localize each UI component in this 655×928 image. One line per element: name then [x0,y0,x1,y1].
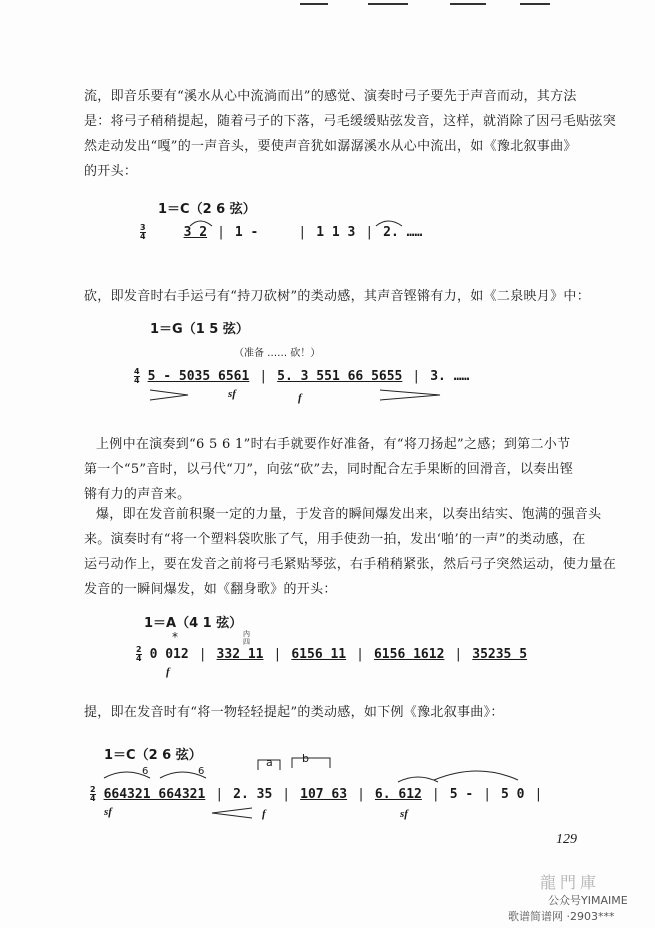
measure: 2. …… [383,225,423,240]
dynamic-sf: sf [228,388,236,400]
paragraph-flow [84,84,617,184]
key-signature: 1＝C（2 6 弦） [104,748,202,763]
text-line: 提，即在发音时有“将一物轻轻提起”的类动感，如下例《豫北叙事曲》： [84,705,504,720]
measure: 5 - [449,787,474,802]
slur-marks [180,214,420,228]
measure: 6156 11 [291,647,347,662]
dynamic-sf: sf [400,808,408,820]
inner-string-mark: 内四 [243,630,250,646]
text-line: 然走动发出“嘎”的一声音头，要使声音犹如潺潺溪水从心中流出，如《豫北叙事曲》 [84,139,577,154]
dynamics-hairpins [148,388,488,402]
time-signature: $\frac{2}{4}$ [136,645,142,663]
crescendo-hairpin [208,806,268,820]
dynamic-f: f [262,808,266,820]
page-number: 129 [556,832,577,847]
time-signature: $\frac{2}{4}$ [90,785,96,803]
text-line: 砍，即发音时右手运弓有“持刀砍树”的类动感，其声音铿锵有力，如《二泉映月》中： [84,289,590,304]
measure: 1 1 3 [316,225,356,240]
notation-line-ex4: $\frac{2}{4}$ 664321 664321 | 2. 35 | 107 63 | 6. 612 | 5 - | 5 0 | [90,785,543,803]
watermark-logo: 龍門庫 [540,873,601,892]
text-line: 的开头： [84,164,138,179]
dynamic-sf: sf [104,806,112,818]
measure: 5. 3 551 66 5655 [277,369,403,384]
paragraph-chop-explain [84,432,579,507]
time-signature: $\frac{3}{4}$ [140,223,146,241]
measure: 664321 664321 [103,787,206,802]
paragraph-lift [84,700,579,725]
measure: 3 2 [183,225,208,240]
paragraph-chop [84,284,590,309]
measure: 0 012 [149,647,189,662]
watermark-account: 公众号YIMAIME [548,894,628,907]
dynamic-f: f [298,392,302,404]
slur-and-bracket-marks [98,756,538,790]
text-line: 来。演奏时有“将一个塑料袋吹胀了气，用手使劲一拍，发出‘啪’的一声”的类动感，在 [84,532,586,547]
measure: 5 0 [501,787,525,802]
measure: 5 - 5035 6561 [147,369,250,384]
text-line: 锵有力的声音来。 [84,487,191,502]
measure: 6156 1612 [373,647,445,662]
notation-line-ex3: $\frac{2}{4}$ 0 012 | 332 11 | 6156 11 | 6156 1612 | 35235 5 [136,645,528,663]
measure: 35235 5 [472,647,528,662]
tuplet-mark: 6 [142,766,149,777]
tuplet-mark: 6 [198,766,205,777]
text-line: 流，即音乐要有“溪水从心中流淌而出”的感觉、演奏时弓子要先于声音而动，其方法 [84,89,577,104]
watermark-site: 歌谱简谱网 ·2903*** [508,910,615,923]
text-line: 运弓动作上，要在发音之前将弓毛紧贴琴弦，右手稍稍紧张，然后弓子突然运动，使力量在 [84,557,617,572]
text-line: 第一个“5”音时，以弓代“刀”，向弦“砍”去，同时配合左手果断的回滑音，以奏出铿 [84,462,574,477]
measure: 107 63 [300,787,348,802]
time-signature: $\frac{4}{4}$ [134,367,140,385]
key-signature: 1＝A（4 1 弦） [144,616,243,631]
accent-star: * [172,630,178,644]
measure: 332 11 [216,647,264,662]
measure: 3. …… [430,369,470,384]
paragraph-burst [84,502,617,602]
text-line: 爆，即在发音前积聚一定的力量，于发音的瞬间爆发出来，以奏出结实、饱满的强音头 [96,507,602,522]
measure: 2. 35 [233,787,273,802]
text-line: 发音的一瞬间爆发，如《翻身歌》的开头： [84,582,337,597]
text-line: 上例中在演奏到“6 5 6 1”时右手就要作好准备，有“将刀扬起”之感；到第二小节 [96,437,571,452]
top-scan-marks [0,0,655,10]
bracket-b-label: b [302,752,309,765]
measure: 6. 612 [374,787,422,802]
measure: 1 - [234,225,259,240]
key-signature: 1＝C（2 6 弦） [158,202,256,217]
notation-line-ex2: $\frac{4}{4}$ 5 - 5035 6561 | 5. 3 551 66 5655 | 3. …… [134,367,470,385]
text-line: 是：将弓子稍稍提起，随着弓子的下落，弓毛缓缓贴弦发音，这样，就消除了因弓毛贴弦突 [84,114,617,129]
preparation-annotation: （准备 …… 砍！） [234,348,321,359]
key-signature: 1＝G（1 5 弦） [150,322,249,337]
dynamic-f: f [166,666,170,678]
bracket-a-label: a [266,756,273,769]
notation-line-ex1: $\frac{3}{4}$ 3 2 | 1 - | 1 1 3 | 2. …… [140,223,423,241]
